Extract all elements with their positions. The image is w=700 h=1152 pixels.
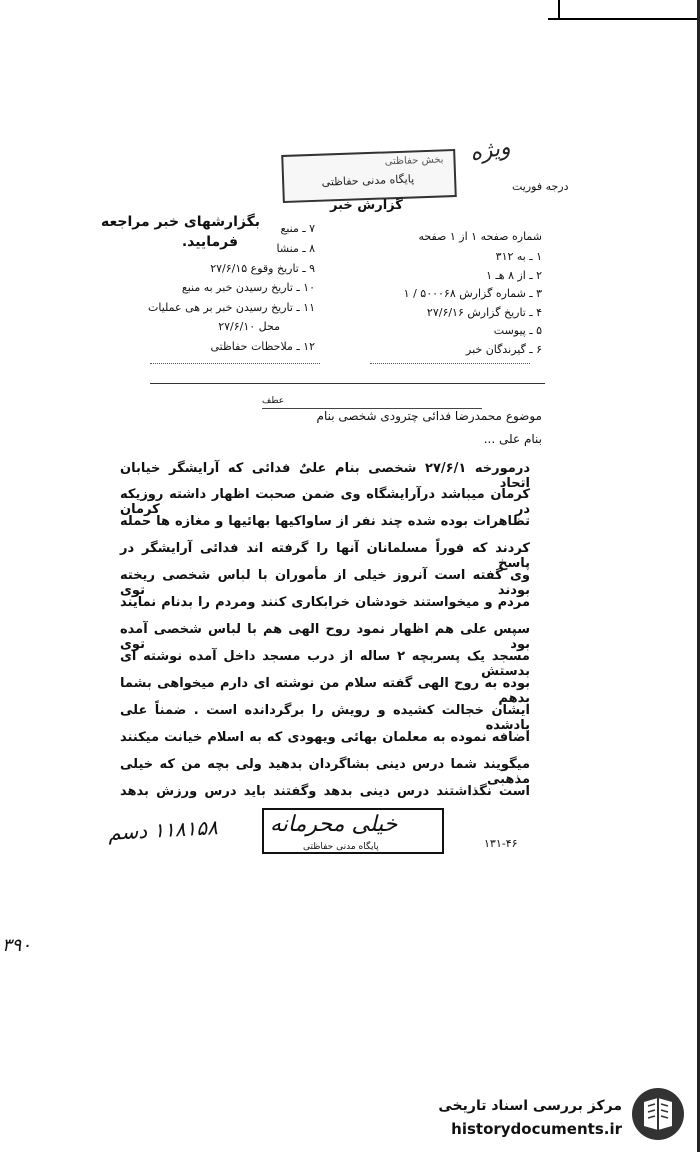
- urgency-label: درجه فوریت: [512, 180, 569, 193]
- subject-label: موضوع: [505, 409, 542, 423]
- scan-edge-horizontal: [548, 18, 700, 20]
- subject-text: محمدرضا فدائی چترودی شخصی بنام: [316, 409, 502, 423]
- classification-text: خیلی محرمانه: [270, 812, 398, 837]
- logo-title: مرکز بررسی اسناد تاریخی: [438, 1098, 622, 1114]
- classification-sub: پایگاه مدنی حفاظتی: [303, 842, 379, 852]
- logo-url: historydocuments.ir: [451, 1120, 622, 1138]
- header-separator: [150, 383, 545, 384]
- body-line-7: سپس علی هم اظهار نمود روح الهی هم با لباس شخصی آمده بود توی: [120, 622, 530, 652]
- body-line-12: میگویند شما درس دینی بشاگردان بدهید ولی بچه من که خیلی مذهبی: [120, 757, 530, 787]
- header-left-row-4: ۱۰ ـ تاریخ رسیدن خبر به منبع: [181, 281, 315, 294]
- header-right-row-2: ۱ ـ به ۳۱۲: [495, 250, 542, 263]
- header-left-row-1: ۷ ـ منبع: [280, 222, 315, 235]
- header-left-row-2: ۸ ـ منشا: [276, 242, 315, 255]
- body-line-4: کردند که فوراً مسلمانان آنها را گرفته اند فدائی آرایشگر در پاسخ: [120, 541, 530, 571]
- dotted-line-left: [150, 362, 320, 364]
- handwritten-number: ۱۱۸۱۵۸ دسم: [107, 815, 219, 845]
- body-line-8: مسجد یک پسربچه ۲ ساله از درب مسجد داخل آمده نوشته ای بدستش: [120, 649, 530, 679]
- recipient-line-2: فرمایید.: [181, 234, 238, 250]
- name-line: بنام علی ...: [483, 432, 542, 446]
- body-line-1: درمورخه ۲۷/۶/۱ شخصی بنام علیٌ فدائی که آرایشگر خیابان اتحاد: [120, 461, 530, 491]
- header-right-row-5: ۴ ـ تاریخ گزارش ۲۷/۶/۱۶: [426, 306, 542, 319]
- handwritten-note-top: ویژه: [468, 134, 513, 167]
- header-right-row-4: ۳ ـ شماره گزارش ۵۰۰۰۶۸ / ۱: [403, 287, 542, 300]
- header-right-row-1: شماره صفحه ۱ از ۱ صفحه: [418, 230, 542, 243]
- scan-edge-vertical: [558, 0, 560, 20]
- header-right-row-3: ۲ ـ از ۸ هـ ۱: [486, 269, 542, 282]
- body-line-11: اضافه نموده به معلمان بهائی ویهودی که به اسلام خیانت میکنند: [120, 730, 530, 745]
- department-stamp: [281, 149, 457, 203]
- report-title: گزارش خبر: [330, 198, 403, 213]
- dotted-line-right: [370, 362, 530, 364]
- body-line-6: مردم و میخواستند خودشان خرابکاری کنند ومردم را بدنام نمایند: [120, 595, 530, 610]
- header-right-row-6: ۵ ـ پیوست: [493, 324, 542, 337]
- subject-line: [317, 409, 542, 423]
- margin-handwritten-number: ۳۹۰: [2, 935, 32, 956]
- page-number: ۱۳۱-۴۶: [484, 837, 518, 850]
- body-line-3: تظاهرات بوده شده چند نفر از ساواکیها بهائیها و مغازه ها حمله: [120, 514, 530, 529]
- body-line-2: کرمان میباشد درآرایشگاه وی ضمن صحبت اظهار داشته روزیکه در کرمان: [120, 487, 530, 517]
- header-left-row-3: ۹ ـ تاریخ وقوع ۲۷/۶/۱۵: [210, 262, 315, 275]
- body-line-13: است نگذاشتند درس دینی بدهد وگفتند باید درس ورزش بدهد: [120, 784, 530, 799]
- body-line-10: ایشان خجالت کشیده و رویش را برگردانده است . ضمناً علی یادشده: [120, 703, 530, 733]
- archive-logo-icon: [630, 1086, 686, 1142]
- reference-label: عطف: [262, 396, 285, 406]
- stamp-line-1: بخش حفاظتی: [384, 154, 444, 168]
- header-left-row-5: ۱۱ ـ تاریخ رسیدن خبر بر هی عملیات: [148, 301, 315, 314]
- stamp-line-2: پایگاه مدنی حفاظتی: [321, 172, 415, 189]
- body-line-9: بوده به روح الهی گفته سلام من نوشته ای دارم میخواهی بشما بدهم: [120, 676, 530, 706]
- body-line-5: وی گفته است آنروز خیلی از مأموران با لباس شخصی ریخته بودند توی: [120, 568, 530, 598]
- recipient-line-1: بگزارشهای خبر مراجعه: [101, 214, 260, 230]
- header-left-row-6: محل ۲۷/۶/۱۰: [218, 320, 280, 333]
- header-right-row-7: ۶ ـ گیرندگان خبر: [466, 343, 542, 356]
- header-left-row-7: ۱۲ ـ ملاحظات حفاظتی: [210, 340, 315, 353]
